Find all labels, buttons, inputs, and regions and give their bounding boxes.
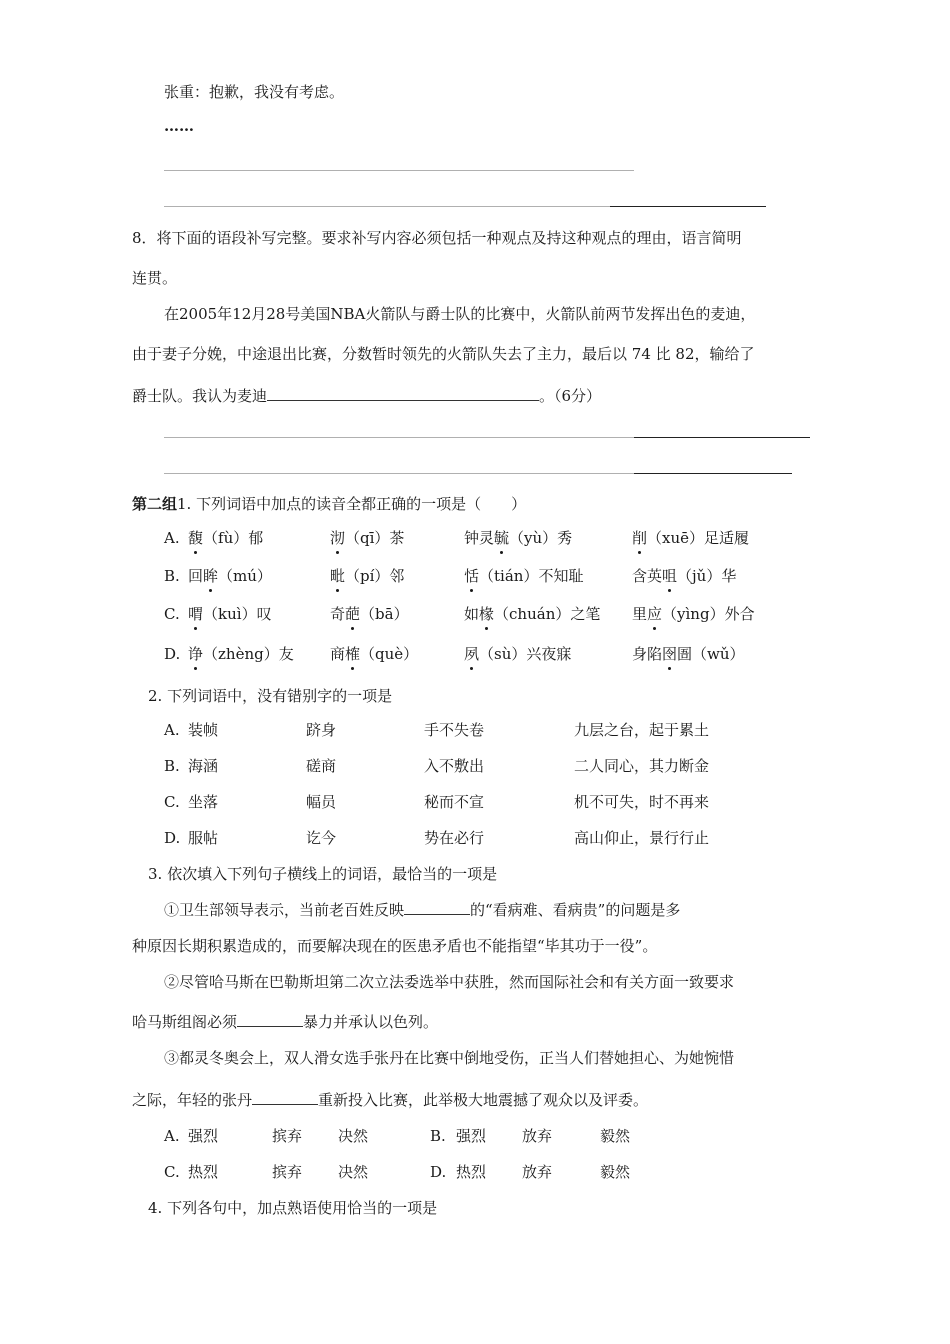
option-letter[interactable]: C. (164, 793, 180, 811)
group-label: 第二组 (132, 495, 178, 513)
item-text: 含英 (632, 567, 663, 585)
answer-line-dark[interactable] (634, 473, 792, 474)
item-text: （chuán）之笔 (494, 605, 601, 623)
option-item (188, 528, 263, 548)
answer-line[interactable] (164, 206, 610, 207)
q3-sentence-3: ③都灵冬奥会上，双人滑女选手张丹在比赛中倒地受伤，正当人们替她担心、为她惋惜 (164, 1049, 735, 1067)
option-word: 装帧 (188, 721, 219, 739)
item-text: 奇 (330, 605, 346, 623)
option-letter[interactable]: A. (164, 529, 180, 547)
q3-blank-1[interactable] (404, 900, 470, 915)
answer-line-dark[interactable] (634, 437, 810, 438)
option-item (632, 566, 736, 586)
q3-sentence-1-cont: 种原因长期积累造成的，而要解决现在的医患矛盾也不能指望“毕其功于一役”。 (132, 937, 658, 955)
item-text: （yù）秀 (509, 529, 573, 547)
item-text: （xuē）足适履 (647, 529, 750, 547)
option-word: 秘而不宣 (424, 793, 485, 811)
option-word: 决然 (338, 1127, 369, 1145)
emphasized-char: 夙 (464, 645, 480, 663)
option-item (330, 528, 404, 548)
item-text: （sù）兴夜寐 (479, 645, 572, 663)
option-word: 毅然 (600, 1127, 631, 1145)
item-text: 回 (188, 567, 204, 585)
q8-intro: 8．将下面的语段补写完整。要求补写内容必须包括一种观点及持这种观点的理由，语言简明 (132, 229, 742, 247)
q3-blank-3[interactable] (252, 1090, 318, 1105)
emphasized-char: 毓 (494, 529, 510, 547)
item-text: （tián）不知耻 (479, 567, 584, 585)
item-text: 圄（wǔ） (677, 645, 745, 663)
q3-text: 暴力并承认以色列。 (303, 1013, 439, 1031)
option-letter[interactable]: A. (164, 721, 180, 739)
item-text: （kuì）叹 (203, 605, 272, 623)
option-word: 海涵 (188, 757, 219, 775)
item-text: （qī）茶 (345, 529, 405, 547)
item-text: 商 (330, 645, 346, 663)
item-text: （què） (360, 645, 419, 663)
option-letter[interactable]: B. (164, 567, 180, 585)
q8-paragraph: 由于妻子分娩，中途退出比赛，分数暂时领先的火箭队失去了主力，最后以 74 比 82，输给了 (132, 345, 755, 363)
option-item (330, 566, 404, 586)
option-word: 热烈 (188, 1163, 219, 1181)
option-item (464, 644, 571, 664)
item-text: （bā） (360, 605, 409, 623)
q2-stem: 2. 下列词语中，没有错别字的一项是 (148, 687, 393, 705)
emphasized-char: 削 (632, 529, 648, 547)
option-letter[interactable]: D. (430, 1163, 447, 1181)
emphasized-char: 沏 (330, 529, 346, 547)
option-item (632, 604, 755, 624)
q3-blank-2[interactable] (237, 1012, 303, 1027)
option-item (464, 566, 583, 586)
q3-sentence-1 (164, 900, 680, 920)
option-letter[interactable]: D. (164, 829, 181, 847)
emphasized-char: 恬 (464, 567, 480, 585)
item-text: （jǔ）华 (677, 567, 737, 585)
q8-blank[interactable] (267, 386, 539, 401)
item-text: 里 (632, 605, 648, 623)
option-word: 坐落 (188, 793, 219, 811)
option-word: 跻身 (306, 721, 337, 739)
ellipsis: …… (164, 117, 194, 135)
item-text: （fù）郁 (203, 529, 264, 547)
option-letter[interactable]: D. (164, 645, 181, 663)
emphasized-char: 榷 (345, 645, 361, 663)
q3-text: ①卫生部领导表示，当前老百姓反映 (164, 901, 405, 919)
option-item (188, 566, 272, 586)
item-text: （zhèng）友 (203, 645, 294, 663)
option-letter[interactable]: C. (164, 605, 180, 623)
option-item (632, 528, 749, 548)
answer-line[interactable] (164, 437, 634, 438)
item-text: （pí）邻 (345, 567, 405, 585)
q8-paragraph: 在2005年12月28号美国NBA火箭队与爵士队的比赛中，火箭队前两节发挥出色的麦迪， (164, 305, 756, 323)
group2-q1-stem (132, 494, 526, 514)
emphasized-char: 囹 (662, 645, 678, 663)
q3-text: 重新投入比赛，此举极大地震撼了观众以及评委。 (318, 1091, 649, 1109)
item-text: 如 (464, 605, 480, 623)
item-text: 钟灵 (464, 529, 495, 547)
q3-sentence-3-cont (132, 1090, 648, 1110)
option-word: 幅员 (306, 793, 337, 811)
option-word: 高山仰止，景行行止 (574, 829, 710, 847)
emphasized-char: 葩 (345, 605, 361, 623)
option-item (464, 528, 572, 548)
q3-sentence-2: ②尽管哈马斯在巴勒斯坦第二次立法委选举中获胜，然而国际社会和有关方面一致要求 (164, 973, 735, 991)
option-letter[interactable]: B. (164, 757, 180, 775)
option-item (330, 604, 409, 624)
option-word: 摈弃 (272, 1127, 303, 1145)
answer-line-dark[interactable] (610, 206, 766, 207)
option-word: 强烈 (188, 1127, 219, 1145)
q8-intro-cont: 连贯。 (132, 269, 178, 287)
emphasized-char: 眸 (203, 567, 219, 585)
option-word: 手不失卷 (424, 721, 485, 739)
option-word: 毅然 (600, 1163, 631, 1181)
option-word: 服帖 (188, 829, 219, 847)
option-item (188, 644, 294, 664)
answer-line[interactable] (164, 170, 634, 171)
q3-text: 之际，年轻的张丹 (132, 1091, 253, 1109)
q4-stem: 4. 下列各句中，加点熟语使用恰当的一项是 (148, 1199, 438, 1217)
option-item (188, 604, 272, 624)
option-word: 入不敷出 (424, 757, 485, 775)
option-item (330, 644, 418, 664)
option-item (464, 604, 600, 624)
dialogue-line: 张重：抱歉，我没有考虑。 (164, 83, 345, 101)
q1-stem: 1. 下列词语中加点的读音全都正确的一项是（ ） (177, 495, 527, 513)
q8-text: 爵士队。我认为麦迪 (132, 387, 268, 405)
emphasized-char: 应 (647, 605, 663, 623)
option-word: 九层之台，起于累土 (574, 721, 710, 739)
q3-stem: 3. 依次填入下列句子横线上的词语，最恰当的一项是 (148, 865, 498, 883)
item-text: 身陷 (632, 645, 663, 663)
item-text: （yìng）外合 (662, 605, 755, 623)
option-word: 放弃 (522, 1127, 553, 1145)
item-text: （mú） (218, 567, 272, 585)
q3-sentence-2-cont (132, 1012, 438, 1032)
q8-paragraph-blank-line (132, 386, 601, 406)
emphasized-char: 诤 (188, 645, 204, 663)
option-word: 放弃 (522, 1163, 553, 1181)
option-word: 热烈 (456, 1163, 487, 1181)
emphasized-char: 咀 (662, 567, 678, 585)
emphasized-char: 椽 (479, 605, 495, 623)
option-word: 决然 (338, 1163, 369, 1181)
option-word: 势在必行 (424, 829, 485, 847)
q3-text: 哈马斯组阁必须 (132, 1013, 238, 1031)
option-letter[interactable]: B. (430, 1127, 446, 1145)
option-letter[interactable]: A. (164, 1127, 180, 1145)
emphasized-char: 毗 (330, 567, 346, 585)
q8-score: 。（6分） (539, 387, 602, 405)
answer-line[interactable] (164, 473, 634, 474)
q3-text: 的“看病难、看病贵”的问题是多 (470, 901, 681, 919)
option-word: 磋商 (306, 757, 337, 775)
option-item (632, 644, 745, 664)
option-word: 强烈 (456, 1127, 487, 1145)
emphasized-char: 馥 (188, 529, 204, 547)
option-word: 摈弃 (272, 1163, 303, 1181)
option-word: 讫今 (306, 829, 337, 847)
emphasized-char: 喟 (188, 605, 204, 623)
option-word: 二人同心，其力断金 (574, 757, 710, 775)
option-word: 机不可失，时不再来 (574, 793, 710, 811)
option-letter[interactable]: C. (164, 1163, 180, 1181)
